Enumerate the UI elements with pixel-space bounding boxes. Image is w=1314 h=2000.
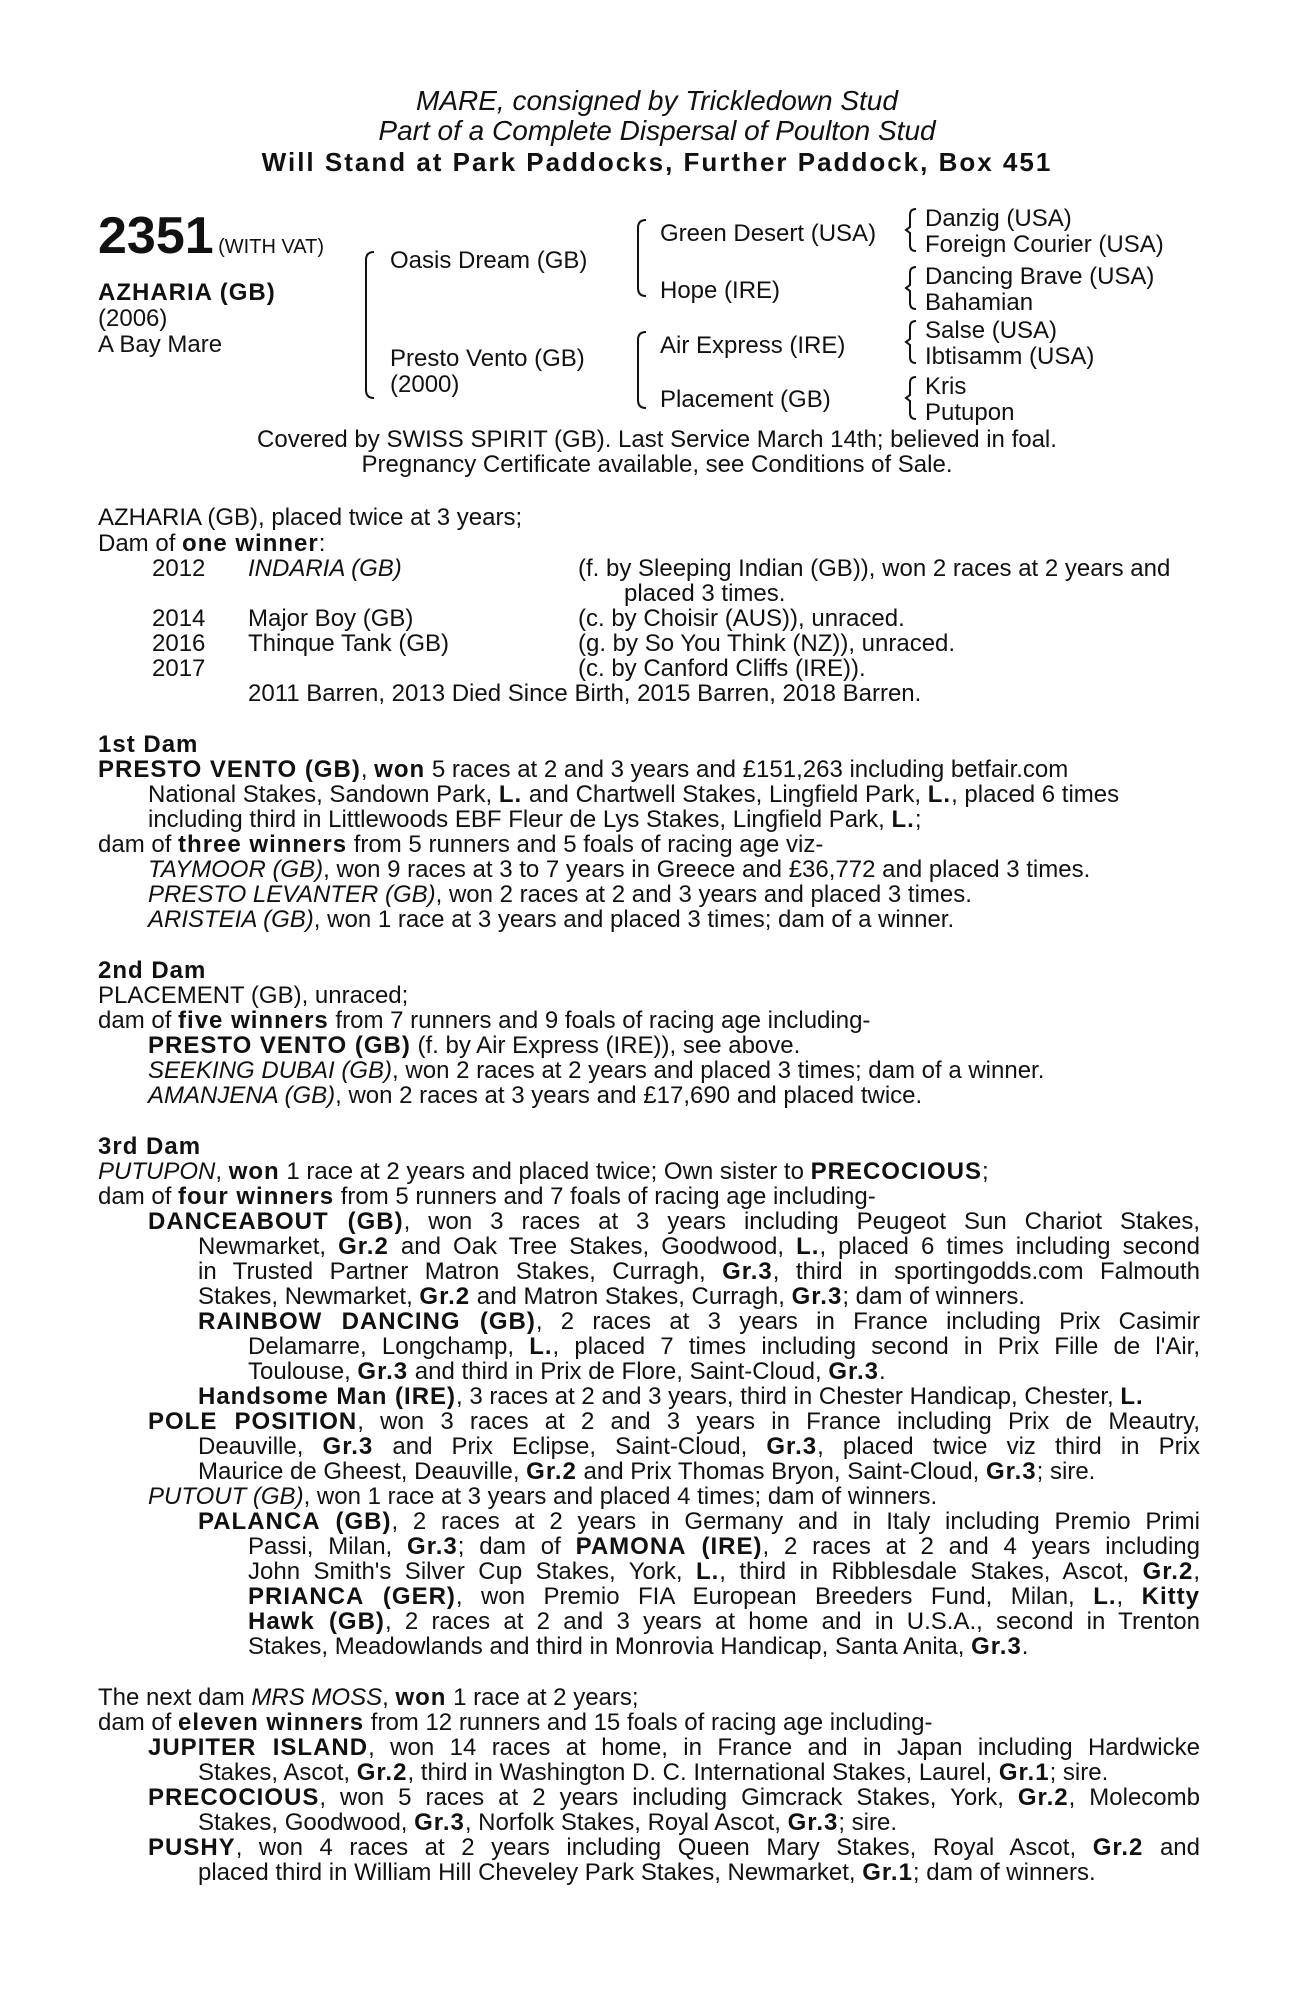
pedigree-sire-sire: Green Desert (USA) (660, 220, 877, 247)
dam2-progeny: SEEKING DUBAI (GB), won 2 races at 2 years and placed 3 times; dam of a winner. (148, 1057, 1045, 1084)
dam3-progeny: POLE POSITION, won 3 races at 2 and 3 years in France including Prix de Meautry, (148, 1408, 1200, 1435)
dam1-heading: 1st Dam (98, 731, 199, 758)
dam1-line: National Stakes, Sandown Park, L. and Chartwell Stakes, Lingfield Park, L., placed 6 times (148, 781, 1120, 808)
pedigree-dam-dam: Placement (GB) (660, 386, 831, 413)
nextdam-progeny: PRECOCIOUS, won 5 races at 2 years including Gimcrack Stakes, York, Gr.2, Molecomb (148, 1784, 1200, 1811)
horse-description: A Bay Mare (98, 331, 223, 358)
pedigree-brace-1 (360, 250, 380, 400)
dam3-line: dam of four winners from 5 runners and 7 foals of racing age including- (98, 1183, 876, 1210)
pedigree-sire: Oasis Dream (GB) (390, 247, 588, 274)
lot-number: 2351 (98, 207, 214, 265)
produce-detail: (c. by Choisir (AUS)), unraced. (578, 605, 905, 632)
produce-dam-of: Dam of one winner: (98, 530, 326, 557)
dam1-line: including third in Littlewoods EBF Fleur de Lys Stakes, Lingfield Park, L.; (148, 806, 922, 833)
produce-year: 2016 (152, 630, 206, 657)
pedigree-brace-4 (902, 207, 920, 253)
pedigree-sire-dam: Hope (IRE) (660, 277, 781, 304)
dam3-grandprogeny-cont: Stakes, Meadowlands and third in Monrovia Handicap, Santa Anita, Gr.3. (248, 1633, 1029, 1660)
dam3-line: PUTUPON, won 1 race at 2 years and placed twice; Own sister to PRECOCIOUS; (98, 1158, 989, 1185)
produce-intro: AZHARIA (GB), placed twice at 3 years; (98, 504, 523, 531)
produce-year: 2017 (152, 655, 206, 682)
pedigree-brace-2 (632, 218, 652, 298)
produce-year: 2014 (152, 605, 206, 632)
dam1-line: dam of three winners from 5 runners and 5 foals of racing age viz- (98, 831, 824, 858)
dam3-progeny: PUTOUT (GB), won 1 race at 3 years and placed 4 times; dam of winners. (148, 1483, 938, 1510)
pedigree-dd-sire: Kris (925, 373, 967, 400)
nextdam-progeny: PUSHY, won 4 races at 2 years including Queen Mary Stakes, Royal Ascot, Gr.2 and (148, 1834, 1200, 1861)
dam1-line: PRESTO VENTO (GB), won 5 races at 2 and 3 years and £151,263 including betfair.com (98, 756, 1069, 783)
pregnancy-certificate: Pregnancy Certificate available, see Conditions of Sale. (361, 451, 953, 478)
dam2-line: PLACEMENT (GB), unraced; (98, 982, 409, 1009)
dam3-grandprogeny-cont: John Smith's Silver Cup Stakes, York, L., third in Ribblesdale Stakes, Ascot, Gr.2, (248, 1558, 1200, 1585)
produce-detail-cont: placed 3 times. (624, 580, 786, 607)
dam3-progeny-cont: Deauville, Gr.3 and Prix Eclipse, Saint-Cloud, Gr.3, placed twice viz third in Prix (198, 1433, 1201, 1460)
produce-year: 2012 (152, 555, 206, 582)
dam3-progeny: DANCEABOUT (GB), won 3 races at 3 years including Peugeot Sun Chariot Stakes, (148, 1208, 1201, 1235)
produce-detail: (f. by Sleeping Indian (GB)), won 2 races at 2 years and (578, 555, 1171, 582)
pedigree-dam-sire: Air Express (IRE) (660, 332, 846, 359)
nextdam-progeny-cont: Stakes, Goodwood, Gr.3, Norfolk Stakes, Royal Ascot, Gr.3; sire. (198, 1809, 898, 1836)
header-location: Will Stand at Park Paddocks, Further Paddock, Box 451 (261, 147, 1053, 177)
pedigree-dam-year: (2000) (390, 371, 460, 398)
produce-name: INDARIA (GB) (248, 555, 402, 582)
nextdam-progeny-cont: placed third in William Hill Cheveley Park Stakes, Newmarket, Gr.1; dam of winners. (198, 1859, 1096, 1886)
nextdam-line: The next dam MRS MOSS, won 1 race at 2 years; (98, 1684, 639, 1711)
pedigree-sd-sire: Dancing Brave (USA) (925, 263, 1155, 290)
pedigree-ss-sire: Danzig (USA) (925, 205, 1072, 232)
dam2-heading: 2nd Dam (98, 957, 207, 984)
dam3-grandprogeny-cont: PRIANCA (GER), won Premio FIA European Breeders Fund, Milan, L., Kitty (248, 1583, 1200, 1610)
dam3-progeny-cont: Newmarket, Gr.2 and Oak Tree Stakes, Goodwood, L., placed 6 times including second (198, 1233, 1200, 1260)
produce-name: Thinque Tank (GB) (248, 630, 449, 657)
header-consignor: MARE, consigned by Trickledown Stud (416, 85, 898, 116)
dam3-progeny-cont: in Trusted Partner Matron Stakes, Curragh, Gr.3, third in sportingodds.com Falmouth (198, 1258, 1200, 1285)
dam1-progeny: PRESTO LEVANTER (GB), won 2 races at 2 and 3 years and placed 3 times. (148, 881, 972, 908)
dam3-grandprogeny-cont: Hawk (GB), 2 races at 2 and 3 years at home and in U.S.A., second in Trenton (248, 1608, 1200, 1635)
dam3-grandprogeny: Handsome Man (IRE), 3 races at 2 and 3 years, third in Chester Handicap, Chester, L. (198, 1383, 1144, 1410)
dam2-line: dam of five winners from 7 runners and 9 foals of racing age including- (98, 1007, 871, 1034)
pedigree-ss-dam: Foreign Courier (USA) (925, 231, 1164, 258)
dam3-grandprogeny: RAINBOW DANCING (GB), 2 races at 3 years in France including Prix Casimir (198, 1308, 1200, 1335)
dam3-grandprogeny-cont: Passi, Milan, Gr.3; dam of PAMONA (IRE), 2 races at 2 and 4 years including (248, 1533, 1200, 1560)
nextdam-line: dam of eleven winners from 12 runners and 15 foals of racing age including- (98, 1709, 933, 1736)
header-dispersal: Part of a Complete Dispersal of Poulton Stud (378, 115, 936, 146)
pedigree-brace-6 (902, 319, 920, 365)
nextdam-progeny-cont: Stakes, Ascot, Gr.2, third in Washington D. C. International Stakes, Laurel, Gr.1; sire. (198, 1759, 1109, 1786)
dam2-progeny: PRESTO VENTO (GB) (f. by Air Express (IRE)), see above. (148, 1032, 801, 1059)
pedigree-dd-dam: Putupon (925, 399, 1015, 426)
dam3-grandprogeny-cont: Delamarre, Longchamp, L., placed 7 times including second in Prix Fille de l'Air, (248, 1333, 1200, 1360)
pedigree-sd-dam: Bahamian (925, 289, 1034, 316)
horse-year: (2006) (98, 305, 168, 332)
dam1-progeny: ARISTEIA (GB), won 1 race at 3 years and placed 3 times; dam of a winner. (148, 906, 955, 933)
dam3-grandprogeny-cont: Toulouse, Gr.3 and third in Prix de Flore, Saint-Cloud, Gr.3. (248, 1358, 886, 1385)
covered-by: Covered by SWISS SPIRIT (GB). Last Service March 14th; believed in foal. (257, 426, 1057, 453)
pedigree-brace-3 (632, 330, 652, 410)
pedigree-ds-sire: Salse (USA) (925, 317, 1058, 344)
dam3-progeny-cont: Stakes, Newmarket, Gr.2 and Matron Stakes, Curragh, Gr.3; dam of winners. (198, 1283, 1026, 1310)
lot-number-row (98, 207, 325, 265)
produce-detail: (c. by Canford Cliffs (IRE)). (578, 655, 866, 682)
pedigree-dam: Presto Vento (GB) (390, 345, 585, 372)
dam3-heading: 3rd Dam (98, 1133, 202, 1160)
horse-name: AZHARIA (GB) (98, 279, 276, 306)
produce-barren: 2011 Barren, 2013 Died Since Birth, 2015 Barren, 2018 Barren. (248, 680, 922, 707)
pedigree-brace-5 (902, 265, 920, 311)
produce-name: Major Boy (GB) (248, 605, 414, 632)
dam3-grandprogeny: PALANCA (GB), 2 races at 2 years in Germany and in Italy including Premio Primi (198, 1508, 1200, 1535)
pedigree-brace-7 (902, 375, 920, 421)
vat-label: (WITH VAT) (218, 236, 325, 258)
dam1-progeny: TAYMOOR (GB), won 9 races at 3 to 7 years in Greece and £36,772 and placed 3 times. (148, 856, 1091, 883)
dam3-progeny-cont: Maurice de Gheest, Deauville, Gr.2 and Prix Thomas Bryon, Saint-Cloud, Gr.3; sire. (198, 1458, 1096, 1485)
dam2-progeny: AMANJENA (GB), won 2 races at 3 years and £17,690 and placed twice. (148, 1082, 923, 1109)
pedigree-ds-dam: Ibtisamm (USA) (925, 343, 1095, 370)
produce-detail: (g. by So You Think (NZ)), unraced. (578, 630, 956, 657)
nextdam-progeny: JUPITER ISLAND, won 14 races at home, in France and in Japan including Hardwicke (148, 1734, 1200, 1761)
